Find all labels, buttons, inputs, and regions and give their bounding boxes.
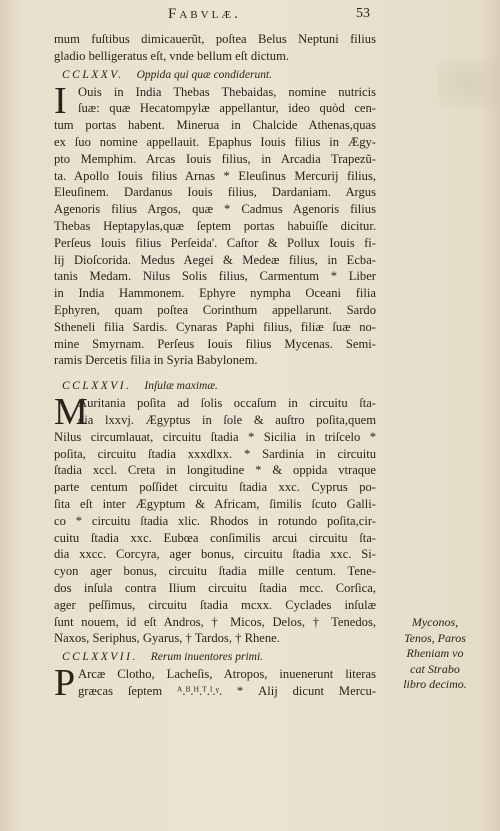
margin-note-line: libro decimo. [403, 677, 467, 691]
section-title: Rerum inuentores primi. [150, 651, 264, 664]
margin-note-line: Tenos, Paros [404, 630, 466, 645]
text-line: lij Dioſcorida. Medus Aegei & Medeæ filius, in Ecba- [54, 252, 376, 267]
text-line: Perſeus Iouis filius Perſeida'. Caſtor & Pollux Iouis fi- [54, 235, 376, 250]
running-title: Fabvlæ. [168, 6, 241, 22]
text-line: ex ſuo nomine appellauit. Epaphus Iouis filius in Ægy- [54, 134, 376, 149]
section-title: Oppida qui quæ condiderunt. [136, 68, 273, 81]
text-line: cuitu ſtadia xxc. Eubœa conſimilis arcui circuitu ſta- [54, 530, 376, 545]
margin-note-line: Rheniam vo [406, 646, 464, 660]
running-header [0, 6, 500, 24]
section-heading [54, 67, 376, 84]
text-line: ſuæ: quæ Hecatompylæ appellantur, ideo quòd cen- [78, 101, 376, 116]
text-line: ramis Dercetis filia in Syria Babylonem. [54, 353, 258, 368]
margin-note-line: cat Strabo [410, 661, 460, 676]
text-block [54, 31, 376, 705]
text-line: dos inſula contra Ilium circuitu ſtadia mcc. Corſica, [54, 580, 376, 595]
text-line: Thebas Heptapylas,quæ ſeptem portas habuiſſe dicitur. [54, 218, 376, 233]
text-line: in India Hammonem. Ephyre nympha Oceani filia [54, 286, 376, 301]
text-line: ager peſſimus, circuitu ſtadia mcxx. Cyclades inſulæ [54, 597, 376, 612]
text-line: Stheneli filia Sardis. Cynaras Paphi filius, filiæ ſuæ no- [54, 319, 376, 334]
text-line: Ephyren, quam poſtea Corinthum appellarunt. Sardo [54, 302, 376, 317]
text-line: cyon ager bonus, circuitu ſtadia mille centum. Tene- [54, 564, 376, 579]
text-line: poſita, circuitu ſtadia xxxdlxx. * Sardinia in circuitu [54, 446, 376, 461]
section-heading [54, 649, 376, 666]
text-line: ſunt nouem, id eſt Andros, † Micos, Delos, † Tenedos, [54, 614, 376, 629]
text-line: mum fuſtibus dimicauerũt, poſtea Belus Neptuni filius [54, 32, 376, 46]
text-line: ta. Apollo Iouis filius Arnas * Eleuſinus Mercurij filius, [54, 168, 376, 183]
text-line: ſita eſt inter Ægyptum & Africam, ſimilis ſcuto Galli- [54, 496, 376, 511]
text-line: tum portas habent. Minerua in Chalcide Athenas,quas [54, 118, 376, 133]
text-line: Eleuſinem. Dardanus Iouis filius, Dardaniam. Argus [54, 185, 376, 200]
section-number: CCLXXVI. [62, 380, 132, 393]
section-number: CCLXXV. [62, 68, 124, 81]
text-line: mine Smyrnam. Perſeus Iouis filius Mycenas. Semi- [54, 336, 376, 351]
text-line: parte centum poſſidet circuitu ſtadia xxc. Cyprus po- [54, 480, 376, 495]
text-line: tanis Medam. Nilus Solis filius, Carmentum * Liber [54, 269, 376, 284]
drop-cap: M [54, 391, 88, 434]
text-line: Ouis in India Thebas Thebaidas, nomine nutricis [78, 84, 376, 99]
text-line: Auritania poſita ad ſolis occaſum in circuitu ſta- [78, 396, 376, 411]
text-line: dia xxcc. Corcyra, ager bonus, circuitu ſtadia xxc. Si- [54, 547, 376, 562]
drop-cap: I [54, 79, 67, 122]
text-line: pto Memphim. Arcas Iouis filius, in Arcadia Trapezũ- [54, 151, 376, 166]
paragraph [54, 391, 376, 647]
bleed-through-smudge [438, 58, 498, 108]
margin-note-line: Myconos, [411, 615, 459, 629]
text-line: græcas ſeptem ᴬ.ᴮ.ᴴ.ᵀ.ᴵ.ᵞ. * Alij dicunt Mercu- [78, 683, 376, 698]
text-line: Agenoris filius Argos, quæ * Cadmus Agenoris filius [54, 202, 376, 217]
paragraph [54, 662, 376, 705]
section-heading [54, 378, 376, 395]
text-line: Arcæ Clotho, Lacheſis, Atropos, inuenerunt literas [78, 667, 376, 682]
margin-note [385, 615, 485, 693]
drop-cap: P [54, 662, 76, 705]
page-number: 53 [356, 6, 370, 21]
text-line: Nilus circumlauat, circuitu ſtadia * Sicilia in triſcelo * [54, 429, 376, 444]
text-line: co * circuitu ſtadia xlic. Rhodos in rotundo poſita,cir- [54, 513, 376, 528]
text-line: ſtadia xccl. Creta in longitudine * & oppida vtraque [54, 463, 376, 478]
text-line: dia lxxvj. Ægyptus in ſole & auſtro poſita,quem [78, 412, 376, 427]
paragraph [54, 79, 376, 370]
text-line: gladio belligeratus eſt, vnde bellum eſt dictum. [54, 48, 290, 63]
text-line: Naxos, Seriphus, Gyarus, † Tardos, † Rhene. [54, 631, 280, 646]
section-title: Inſulæ maximæ. [144, 380, 218, 393]
section-number: CCLXXVII. [62, 651, 138, 664]
